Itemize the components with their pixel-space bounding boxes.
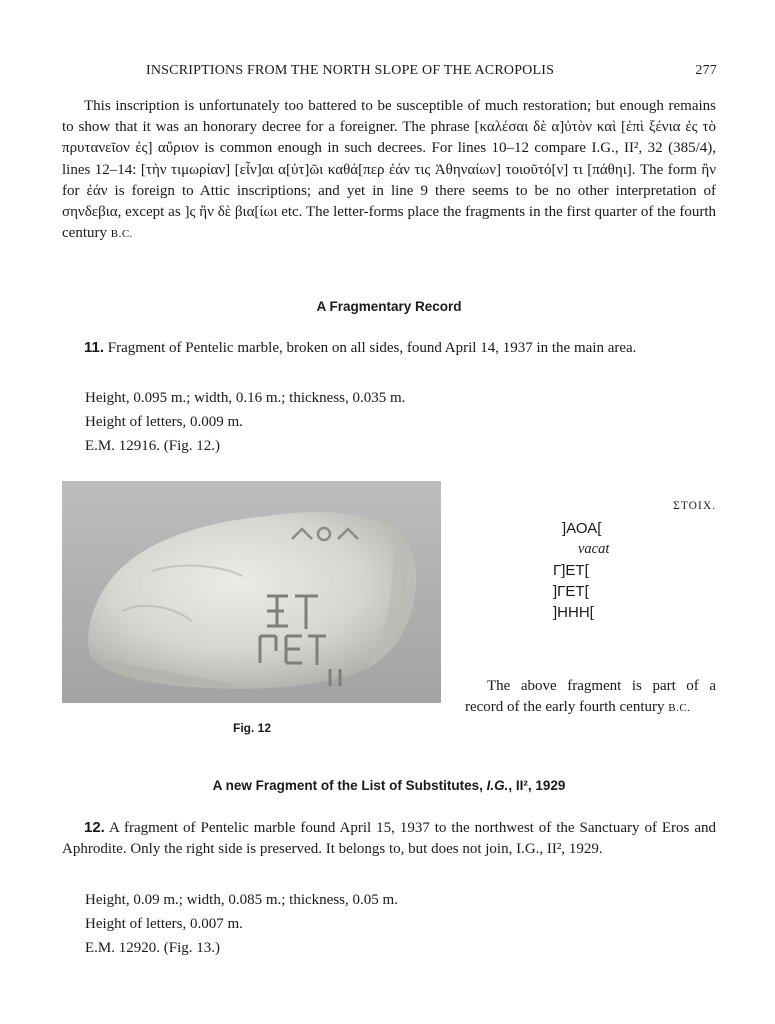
page-number: 277 xyxy=(695,63,717,78)
figure-caption: Fig. 12 xyxy=(233,721,272,735)
stoichedon-label: ΣΤΟΙΧ. xyxy=(673,500,716,512)
entry-12-measurements xyxy=(85,888,398,960)
entry-11-measurements xyxy=(85,386,405,458)
transcription-line-vacat: vacat xyxy=(578,541,610,557)
side-note-text: The above fragment is part of a record of the early fourth century xyxy=(465,678,716,715)
heading-post: , II², 1929 xyxy=(508,778,566,793)
intro-paragraph xyxy=(62,96,716,245)
transcription-line-3: ]ΓΕΤ[ xyxy=(553,583,589,600)
entry-12 xyxy=(62,817,716,860)
epigraphic-transcription xyxy=(540,518,660,623)
entry-11-description: Fragment of Pentelic marble, broken on all sides, found April 14, 1937 in the main area. xyxy=(107,340,637,356)
entry-12-description: A fragment of Pentelic marble found April 15, 1937 to the northwest of the Sanctuary of Eros and Aphrodite. Only the right side is preserved. It belongs to, but does not join, I.G., II², 1929. xyxy=(62,820,716,858)
fragment-photo xyxy=(62,481,441,703)
marble-fragment-image xyxy=(62,481,441,703)
entry-12-dimensions: Height, 0.09 m.; width, 0.085 m.; thickness, 0.05 m. xyxy=(85,892,398,908)
entry-11-number: 11. xyxy=(84,339,105,356)
entry-12-number: 12. xyxy=(84,819,105,836)
entry-11 xyxy=(62,337,716,359)
entry-11-letter-height: Height of letters, 0.009 m. xyxy=(85,414,243,430)
entry-12-catalog: E.M. 12920. (Fig. 13.) xyxy=(85,940,220,956)
entry-11-catalog: E.M. 12916. (Fig. 12.) xyxy=(85,438,220,454)
heading-pre: A new Fragment of the List of Substitutes, xyxy=(212,778,483,793)
running-head-title: INSCRIPTIONS FROM THE NORTH SLOPE OF THE ACROPOLIS xyxy=(146,63,555,78)
section-heading-fragmentary-record: A Fragmentary Record xyxy=(316,299,462,314)
entry-12-letter-height: Height of letters, 0.007 m. xyxy=(85,916,243,932)
intro-text: This inscription is unfortunately too battered to be susceptible of much restoration; but enough remains to show that it was an honorary decree for a foreigner. The phrase [καλέσαι δὲ α]ὐτὸν καὶ [ἐπὶ ξένια ἐς τὸ πρυτανεῖον ἐς] αὔριον is common enough in such decrees. For lines 10–12 compare I.G., II², 32 (385/4), lines 12–14: [τὴν τιμωρίαν] [εἶν]αι α[ὐτ]ῶι καθά[περ ἐάν τις Ἀθηναίων] τοιοῦτό[ν] τι [πάθηι]. The form ἢν for ἐάν is foreign to Attic inscriptions; and yet in line 9 there seems to be no other interpretation of σηνδεβια, except as ]ς ἢν δὲ βια[ίωι etc. The letter-forms place the fragments in the first quarter of the fourth century xyxy=(62,98,716,242)
entry-11-dimensions: Height, 0.095 m.; width, 0.16 m.; thickness, 0.035 m. xyxy=(85,390,406,406)
intro-era: B.C. xyxy=(110,228,133,241)
transcription-line-4: ]ΗΗΗ[ xyxy=(553,604,594,621)
fragment-side-note xyxy=(465,676,716,719)
section-heading-list-of-substitutes xyxy=(62,778,716,793)
side-note-era: B.C. xyxy=(668,702,691,714)
transcription-line-1: ]ΑΟΑ[ xyxy=(562,520,602,537)
transcription-line-2: Γ]ΕΤ[ xyxy=(553,562,589,579)
heading-ref: I.G. xyxy=(486,778,509,793)
